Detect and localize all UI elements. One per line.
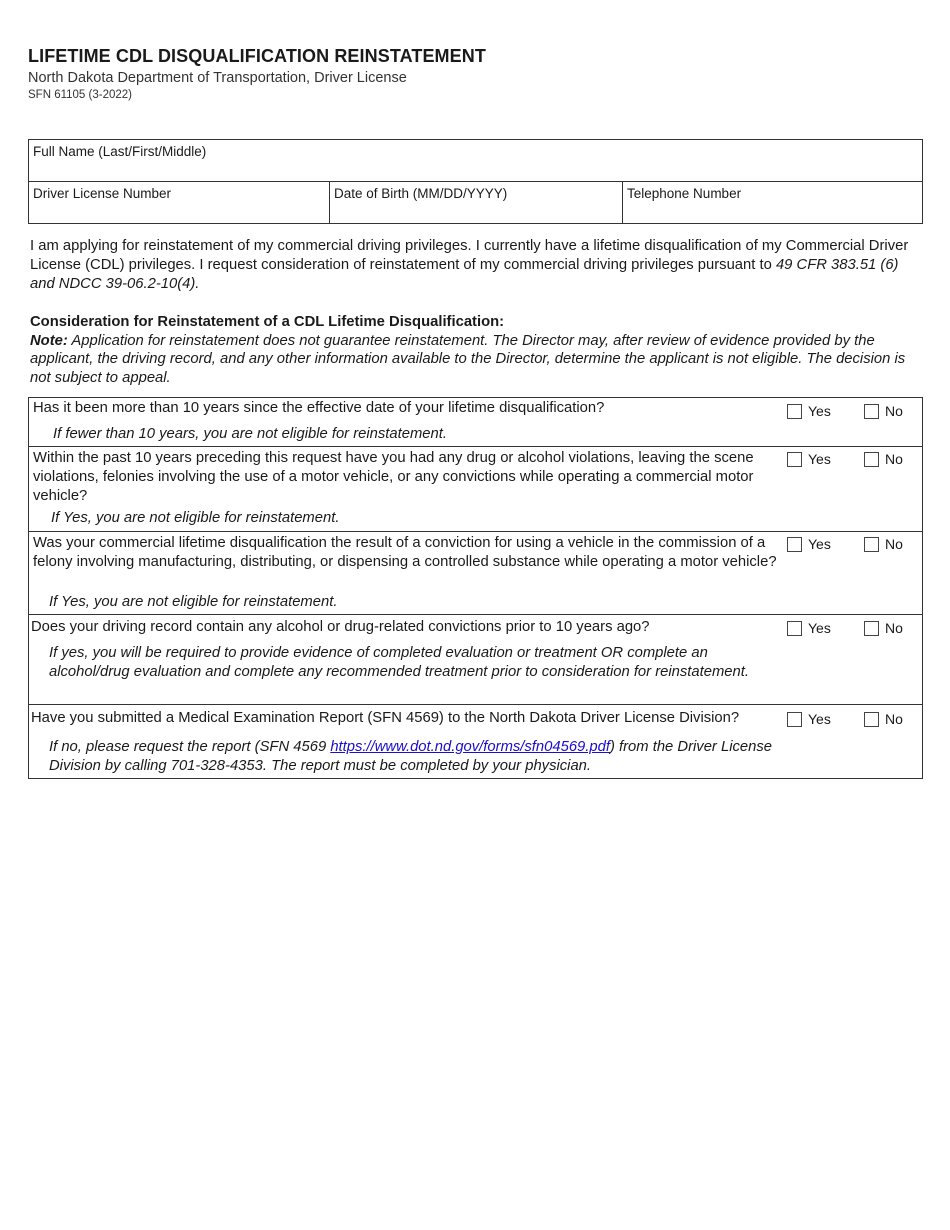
no-label: No [885,711,903,727]
question-text: Within the past 10 years preceding this request have you had any drug or alcohol violations, leaving the scene violations, felonies involving the use of a motor vehicle, or any convictions while operating a commercial motor vehicle? [33,450,754,504]
consideration-heading: Consideration for Reinstatement of a CDL Lifetime Disqualification: [30,314,505,330]
question-text: Has it been more than 10 years since the effective date of your lifetime disqualification? [33,400,605,416]
license-number-label: Driver License Number [33,186,172,201]
dob-label: Date of Birth (MM/DD/YYYY) [334,186,508,201]
form-title: LIFETIME CDL DISQUALIFICATION REINSTATEMENT [28,46,486,66]
consideration-section [30,313,922,387]
yes-label: Yes [808,403,831,419]
question-row [29,615,922,705]
no-label: No [885,536,903,552]
yes-label: Yes [808,451,831,467]
q5-no-option[interactable] [864,711,903,727]
q4-no-option[interactable] [864,620,903,636]
question-note [49,738,779,776]
checkbox[interactable] [787,712,802,727]
question-row [29,532,922,615]
q2-no-option[interactable] [864,451,903,467]
checkbox[interactable] [864,621,879,636]
question-note: If Yes, you are not eligible for reinstatement. [49,594,338,610]
question-text: Have you submitted a Medical Examination Report (SFN 4569) to the North Dakota Driver License Division? [31,710,740,726]
question-row [29,447,922,532]
full-name-field[interactable] [29,140,922,182]
intro-paragraph [30,237,922,294]
checkbox[interactable] [864,404,879,419]
medical-report-link[interactable]: https://www.dot.nd.gov/forms/sfn04569.pdf [330,739,610,755]
note-suffix: ) from the Driver License Division by calling 701-328-4353. The report must be completed by your physician. [49,739,772,774]
yes-label: Yes [808,711,831,727]
telephone-label: Telephone Number [627,186,742,201]
intro-citation: 49 CFR 383.51 (6) and NDCC 39-06.2-10(4). [30,257,899,292]
question-note: If Yes, you are not eligible for reinstatement. [51,510,340,526]
no-label: No [885,451,903,467]
checkbox[interactable] [864,537,879,552]
agency-name: North Dakota Department of Transportation, Driver License [28,70,407,86]
q3-no-option[interactable] [864,536,903,552]
question-note: If fewer than 10 years, you are not eligible for reinstatement. [53,426,447,442]
question-text: Was your commercial lifetime disqualification the result of a conviction for using a vehicle in the commission of a felony involving manufacturing, distributing, or dispensing a controlled substance while operating a motor vehicle? [33,535,777,570]
consideration-note [30,332,922,388]
q4-yes-option[interactable] [787,620,831,636]
intro-text: I am applying for reinstatement of my commercial driving privileges. I currently have a lifetime disqualification of my Commercial Driver License (CDL) privileges. I request consideration of reinstatement of my commercial driving privileges pursuant to [30,238,909,273]
checkbox[interactable] [787,452,802,467]
checkbox[interactable] [864,712,879,727]
checkbox[interactable] [787,621,802,636]
q5-yes-option[interactable] [787,711,831,727]
checkbox[interactable] [787,404,802,419]
question-text: Does your driving record contain any alcohol or drug-related convictions prior to 10 years ago? [31,619,650,635]
applicant-info-box [28,139,923,224]
checkbox[interactable] [864,452,879,467]
no-label: No [885,403,903,419]
q3-yes-option[interactable] [787,536,831,552]
no-label: No [885,620,903,636]
yes-label: Yes [808,620,831,636]
yes-label: Yes [808,536,831,552]
license-number-field[interactable] [29,182,329,223]
question-row [29,398,922,447]
q1-yes-option[interactable] [787,403,831,419]
question-note: If yes, you will be required to provide evidence of completed evaluation or treatment OR complete an alcohol/drug evaluation and complete any recommended treatment prior to consideration for reinstatement. [49,645,749,680]
note-text: Application for reinstatement does not guarantee reinstatement. The Director may, after review of evidence provided by the applicant, the driving record, and any other information available to the Director, determine the applicant is not eligible. The decision is not subject to appeal. [30,332,906,386]
question-row [29,705,922,778]
form-number: SFN 61105 (3-2022) [28,89,132,101]
q1-no-option[interactable] [864,403,903,419]
checkbox[interactable] [787,537,802,552]
questions-table [28,397,923,779]
telephone-field[interactable] [623,182,922,223]
full-name-label: Full Name (Last/First/Middle) [33,144,207,159]
note-prefix: If no, please request the report (SFN 4569 [49,739,331,755]
dob-field[interactable] [330,182,622,223]
q2-yes-option[interactable] [787,451,831,467]
note-label: Note: [30,332,68,349]
